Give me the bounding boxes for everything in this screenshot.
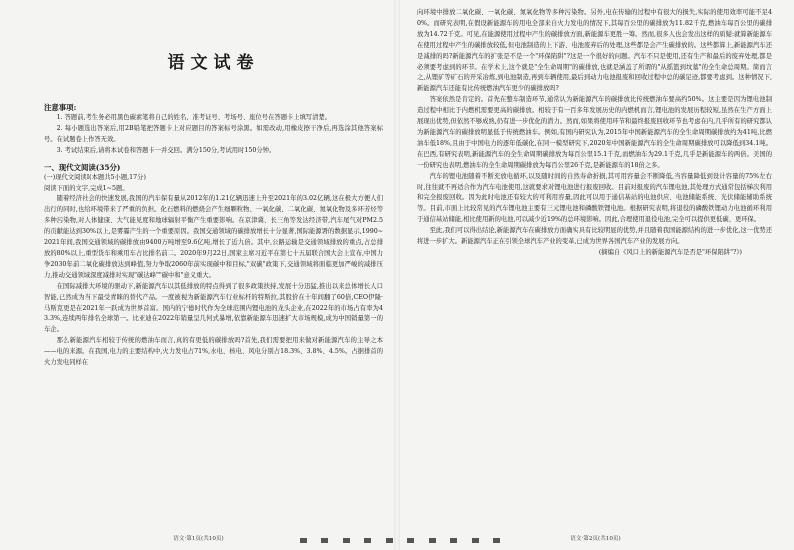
reading-instruction: 阅读下面的文字,完成1~5题。: [44, 184, 129, 192]
passage-paragraph-1: 随着经济社会的快速发展,我国的汽车保有量从2012年的1.21亿辆迅速上升至2021年的3.02亿辆,这在极大方便人们出行的同时,也给环境带来了严重的负担。化石燃料的燃烧会产生细颗粒物、一氧化碳、二氧化碳、氮氧化物及多环芳烃等多种污染物,对人体健康、大气能见度和地球辐射平衡产生重要影响。在京津冀、长三角等发达经济带,汽车尾气对PM2.5的贡献能达到30%以上,是雾霾产生的一个重要原因。我国交通领域的碳排放增长十分显著,国际能源署的数据显示,1990~2021年间,我国交通领域的碳排放由9400万吨增至9.6亿吨,增长了近九倍。其中,公路运输是交通领域排放的重点,占总排放的80%以上,重型货车和乘用车占比排名前二。2020年9月22日,国家主席习近平在第七十五届联合国大会上宣布,中国力争2030年前二氧化碳排放达到峰值,努力争取2060年前实现碳中和目标,"双碳"政策下,交通领域将面临更加严峻的减排压力,推动交通领域深度减排对实现"碳达峰""碳中和"意义重大。: [44, 195, 383, 279]
passage-paragraph-5: 答案依然是肯定的。首先在整车制造环节,通常认为新能源汽车的碳排放比传统燃油车要高约50%。这主要是因为锂电池制造过程中相比于内燃机需要更高的碳排放。相较于有一百多年发展历史的内燃机而言,锂电池的发展历程较短,虽然在生产方面上展现出优势,但依然不够成熟,仍有进一步优化的潜力。然而,如果将使用环节和最终报废回收环节也考虑在内,几乎所有的研究都认为新能源汽车的碳排放明显低于传统燃油车。例如,有国内研究认为,2015年中国新能源汽车的全生命周期碳排放约为41吨,比燃油车低18%,且由于中国电力的逐年低碳化,在同一模型研究下,2020年中国新能源汽车的全生命周期碳排放可以降低到34.1吨。在巴西,有研究表明,新能源汽车的全生命周期碳排放为每百公里15.1千克,而燃油车为29.1千克,几乎是新能源车的两倍。美国的一份研究也表明,燃油车的全生命周期碳排放为每百公里26千克,是新能源车的18倍之多。: [417, 96, 772, 169]
passage-source: (摘编自《风口上的新能源汽车是否是"环保陷阱"?》): [598, 248, 742, 256]
subsection-heading: (一)现代文阅读Ⅰ(本题共5小题,17分): [44, 173, 146, 181]
passage-paragraph-7: 至此,我们可以得出结论,新能源汽车在碳排放方面确实具有比较明显的优势,并且随着我国能源结构的进一步优化,这一优势还将进一步扩大。新能源汽车正在引领全球汽车产业的变革,已成为世界各国汽车产业的发展方向。: [417, 227, 772, 246]
passage-paragraph-2: 在国际减排大环境的驱动下,新能源汽车以其低排放的特点得到了很多政策扶持,发展十分迅猛,推出以来总体增长人口智能,已然成为当下最受青睐的替代产品。一度被视为新能源汽车行业标杆的特斯拉,其股价在十年间翻了60倍,CEO伊隆·马斯克更是在2021年一跃成为世界首富。国内的宁德时代作为全球范围内锂电池的龙头企业,在2022年的市场占有率为43.3%,连续两年排名全球第一。比亚迪在2022年销量呈几何式暴增,依靠新能源车迅速扩大市场规模,成为中国销量第一的车企。: [44, 282, 383, 334]
notice-item-3: 3. 考试结束后,请将本试卷和答题卡一并交回。满分150分,考试用时150分钟。: [56, 146, 276, 154]
page-footer-1: 语文·第1页(共10页): [173, 536, 224, 542]
notice-heading: 注意事项:: [44, 103, 77, 112]
page-2: [397, 0, 794, 550]
exam-title: 语文试卷: [167, 53, 260, 73]
page-2-content: [417, 8, 772, 528]
notice-item-2: 2. 每小题选出答案后,用2B铅笔把答题卡上对应题目的答案标号涂黑。如需改动,用橡皮擦干净后,再选涂其他答案标号。在试题卷上作答无效。: [44, 124, 383, 143]
passage-paragraph-6: 汽车的锂电池随着不断充放电循环,以及随时间的自然寿命折损,其可用容量会不断降低,当容量降低到设计容量的75%左右时,往往就不再适合作为汽车电池使用,这就要求对锂电池进行报废回收。目前对报废的汽车锂电池,其处理方式通常包括梯次利用和完全报废回收。因为此时电池还有较大的可利用容量,因此可以用于通信基站的电池供应、电池储能系统、光伏储能辅助系统等。目前,市面上比较常见的汽车锂电池主要有三元锂电池和磷酸铁锂电池。根据研究表明,将退役的磷酸铁锂动力电池循环利用于通信基站储能,相比使用新的电池,可以减少近19%的总环境影响。因此,合理使用退役电池,完全可以提供更低碳、更环保。: [417, 172, 772, 224]
section-heading: 一、现代文阅读(35分): [44, 162, 121, 172]
page-1-content: [44, 8, 383, 528]
passage-paragraph-3: 那么新能源汽车相较于传统的燃油车而言,真的有更低的碳排放吗?首先,我们需要把用来做对新能源汽车的主导之本——电的来源。在我国,电力的主要结构中,火力发电占71%,水电、核电、风电分别占18.3%、3.8%、4.5%。占据排首的火力发电同样在: [44, 337, 383, 367]
scan-registration-marks: [300, 538, 500, 544]
passage-paragraph-4: 向环境中排放二氧化碳、一氧化碳、氮氧化物等多种污染物。另外,电在传输的过程中有很大的损失,实际的使用效率可能不足40%。而研究表明,在假设新能源车的用电全部来自火力发电的情况下,其每百公里的碳排放为11.82千克,燃油车每百公里的碳排放为14.72千克。可见,在能源使用过程中产生的碳排放方面,新能源车更胜一筹。然而,很多人也会发出这样的质疑:就算新能源车在使用过程中产生的碳排放较低,但电池制造的上下游、电池废弃后的处理,这些都是会产生碳排放的。这些都算上,新能源汽车还是减排的吗?新能源汽车的扩张是不是一个"环保陷阱"?这是一个很好的问题。汽车不只是使用,还有生产和最后的废弃处理,都是必须要考虑到的环节。在学术上,这个就是"全生命周期"的碳排放,也就是涵盖了所谓的"从摇篮到坟墓"的全生命总周期。简而言之,从锂矿等矿石的开采冶炼,到电池制造,再到车辆使用,最后到动力电池报废和回收过程中总的碳足迹,都要考虑到。这种情况下,新能源汽车还能有比传统燃油汽车更少的碳排放吗?: [417, 9, 772, 93]
page-footer-2: 语文·第2页(共10页): [570, 536, 621, 542]
notice-item-1: 1. 答题前,考生务必用黑色碳素笔将自己的姓名、准考证号、考场号、座位号在答题卡上填写清楚。: [56, 114, 332, 121]
